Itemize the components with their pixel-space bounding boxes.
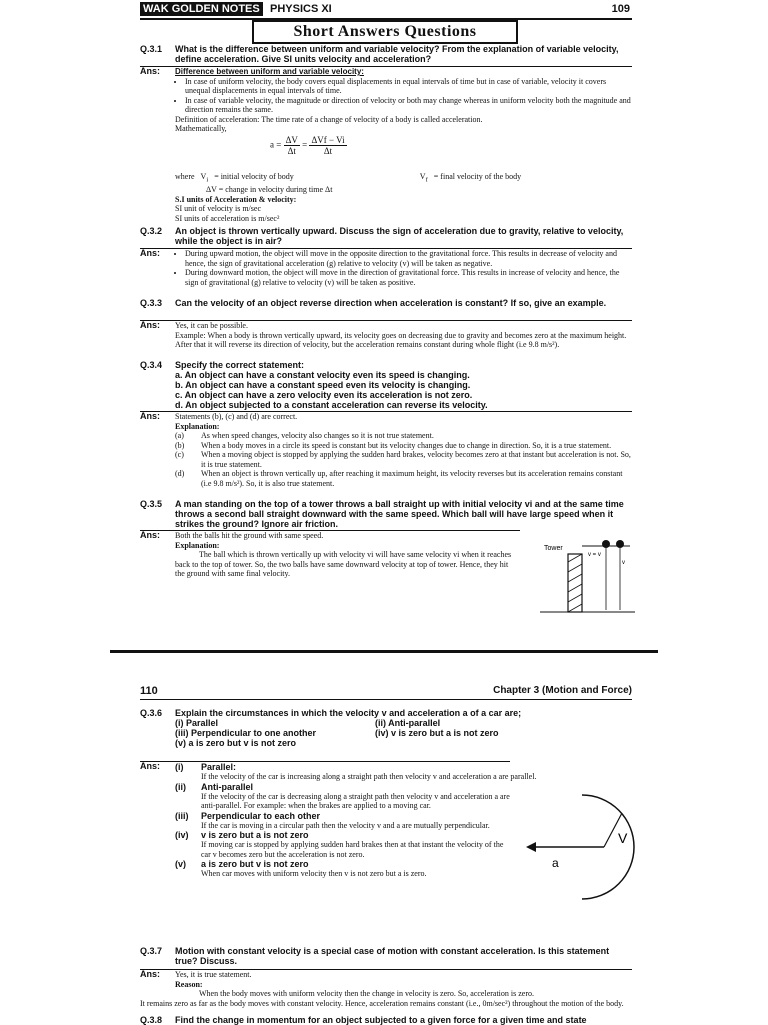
page-number: 109 xyxy=(611,3,630,15)
tower-diagram xyxy=(540,534,635,614)
velocity-label-2: v xyxy=(622,560,625,566)
bullet: • During downward motion, the object will move in the direction of gravitational force. This results in increase of velocity and hence, the sign of gravitational (g) relative to velocity (v) will be taken as positive. xyxy=(185,268,632,287)
question-3-2: Q.3.2 An object is thrown vertically upward. Discuss the sign of acceleration due to gravity, relative to velocity, while the object is in air? xyxy=(140,226,624,246)
velocity-label: V xyxy=(618,830,628,846)
ball-1 xyxy=(602,540,610,548)
question-3-4: Q.3.4 Specify the correct statement: xyxy=(140,360,305,370)
acceleration-label: a xyxy=(552,856,559,870)
question-3-7: Q.3.7 Motion with constant velocity is a special case of motion with constant acceleration. Is this statement true? Discuss. xyxy=(140,946,610,966)
question-3-6: Q.3.6 Explain the circumstances in which the velocity v and acceleration a of a car are; xyxy=(140,708,522,718)
answer-3-4: Ans: Statements (b), (c) and (d) are correct. Explanation: (a) As when speed changes, velocity also changes so it is not true statement. (b) When a body moves in a circle its speed is constant but its velocity changes due to change in direction. So, it is a true statement. (c) When a moving object is stopped by applying the sudden hard brakes, velocity becomes zero at that instant but acceleration is not. So, it is true statement. (d) When an object is thrown vertically up, after reaching it maximum height, its velocity reverses but its acceleration remains constant (i.e 9.8 m/s²). So, it is also true statement. xyxy=(140,411,631,488)
answer-3-7: Ans: Yes, it is true statement. Reason: When the body moves with uniform velocity then the change in velocity is zero. So, acceleration is zero. It remains zero as far as the body moves with constant velocity. Hence, acceleration remains constant (i.e., 0m/sec²) throughout the motion of the body. xyxy=(140,969,632,1008)
answer-3-1: Ans: Difference between uniform and variable velocity: • In case of uniform velocity, the body covers equal displacements in equal intervals of time but in case of variable, velocity it covers unequal displacements in equal intervals of time. • In case of variable velocity, the magnitude or direction of velocity or both may change whereas in uniform velocity both the magnitude and direction remains the same. Definition of acceleration: The time rate of a change of velocity of a body is called acceleration. Mathematically, xyxy=(140,66,632,134)
section-banner: Short Answers Questions xyxy=(252,20,518,44)
bullet: • In case of uniform velocity, the body covers equal displacements in equal intervals of time but in case of variable, velocity it covers unequal displacements in equal intervals of time. xyxy=(185,77,632,96)
definition: Definition of acceleration: The time rate of a change of velocity of a body is called acceleration. xyxy=(175,114,483,124)
where-block: where $V_i$ = initial velocity of body $V_f$ = final velocity of the body ΔV = change in velocity during time Δt S.I units of Acceleration & velocity: SI unit of velocity is m/sec SI units of acceleration is m/sec² xyxy=(175,172,522,223)
answer-3-5: Ans: Both the balls hit the ground with same speed. Explanation: The ball which is thrown vertically up with velocity vi will have same velocity vi when it reaches back to the top of tower. So, the two balls have same downward velocity at top of tower. Hence, they hit the ground with same final velocity. xyxy=(140,530,520,579)
chapter-title: Chapter 3 (Motion and Force) xyxy=(493,685,632,696)
answer-3-6: Ans: (i) Parallel: If the velocity of the car is increasing along a straight path then velocity v and acceleration a are parallel. (ii) Anti-parallel If the velocity of the car is decreasing along a straight path then velocity v and acceleration a are anti-parallel. For example: when the brakes are applied to a moving car. (iii) Perpendicular to each other If the car is moving in a circular path then the velocity v and a are mutually perpendicular. (iv) v is zero but a is not zero If moving car is stopped by applying sudden hard brakes then at that instant the velocity of the car v becomes zero but the acceleration is not zero. (v) a is zero but v is not zero When car moves with uniform velocity then v is not zero but a is zero. xyxy=(140,761,537,878)
question-3-5: Q.3.5 A man standing on the top of a tower throws a ball straight up with initial velocity vi and at the same time throws a second ball straight downward with the same speed. Which ball will have large speed when it strikes the ground? Ignore air friction. xyxy=(140,499,624,529)
options-3-4: a. An object can have a constant velocity even its speed is changing. b. An object can have a constant speed even its velocity is changing. c. An object can have a zero velocity even its acceleration is not zero. d. An object subjected to a constant acceleration can reverse its velocity. xyxy=(175,370,488,410)
circular-motion-diagram xyxy=(522,793,637,903)
acceleration-arrowhead xyxy=(526,842,536,852)
question-3-8: Q.3.8 Find the change in momentum for an object subjected to a given force for a given time and state xyxy=(140,1015,587,1025)
answer-3-3: Ans: Yes, it can be possible. Example: When a body is thrown vertically upward, its velocity goes on decreasing due to gravity and becomes zero at the maximum height. After that it will reverse its direction of velocity, but the acceleration remains constant during whole flight (i.e 9.8 m/s²). xyxy=(140,320,632,350)
brand-label: WAK GOLDEN NOTES xyxy=(140,2,263,16)
answer-heading: Difference between uniform and variable velocity: xyxy=(175,67,364,76)
bullet: • During upward motion, the object will move in the opposite direction to the gravitational force. This results in decrease of velocity and hence, the sign of gravitational acceleration (g) relative to velocity (v) will be taken as negative. xyxy=(185,249,632,268)
acceleration-formula: a = $\frac{\Delta V}{\Delta t}$ = $\frac{\text{ΔVf − Vi}}{\Delta t}$ xyxy=(270,135,345,156)
tower-label: Tower xyxy=(544,545,563,552)
options-3-6: (i) Parallel (ii) Anti-parallel (iii) Perpendicular to one another (iv) v is zero but a is not zero (v) a is zero but v is not zero xyxy=(175,718,499,748)
question-3-3: Q.3.3 Can the velocity of an object reverse direction when acceleration is constant? If so, give an example. xyxy=(140,298,607,308)
math-label: Mathematically, xyxy=(175,124,227,133)
page-header-2 xyxy=(140,685,632,700)
page-110 xyxy=(0,655,768,1024)
page-number: 110 xyxy=(140,685,158,697)
bullet: • In case of variable velocity, the magnitude or direction of velocity or both may change whereas in uniform velocity both the magnitude and direction remains the same. xyxy=(185,96,632,115)
subject-label: PHYSICS XI xyxy=(270,3,332,15)
answer-3-2: Ans: • During upward motion, the object will move in the opposite direction to the gravitational force. This results in decrease of velocity and hence, the sign of gravitational acceleration (g) relative to velocity (v) will be taken as negative. • During downward motion, the object will move in the direction of gravitational force. This results in increase of velocity and hence, the sign of gravitational (g) relative to velocity (v) will be taken as positive. xyxy=(140,248,632,287)
ball-2 xyxy=(616,540,624,548)
question-3-1: Q.3.1 What is the difference between uniform and variable velocity? From the explanation of variable velocity, define acceleration. Give SI units velocity and acceleration? xyxy=(140,44,619,64)
velocity-label: v = v xyxy=(588,552,601,558)
page-header xyxy=(140,2,632,20)
page-divider xyxy=(110,650,658,653)
